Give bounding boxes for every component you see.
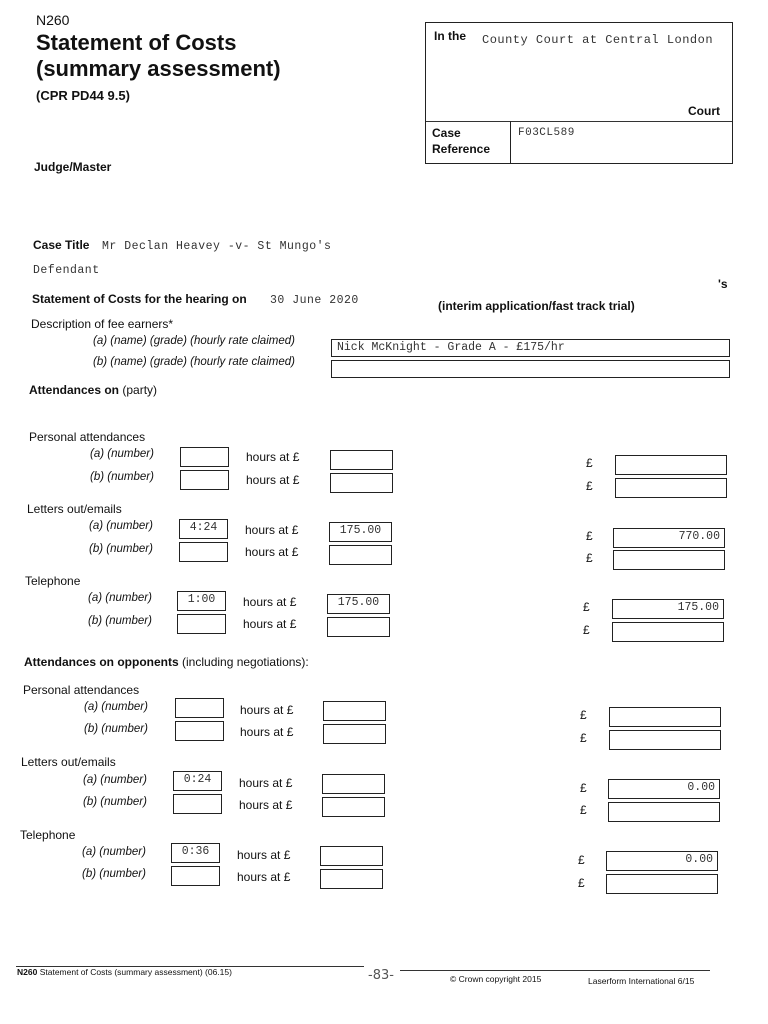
opp-telephone-a-total[interactable]: 0.00 <box>606 851 718 871</box>
opp-letters-b-pound: £ <box>580 803 587 817</box>
opp-telephone-b-label: (b) (number) <box>82 868 146 880</box>
fee-earner-a-label: (a) (name) (grade) (hourly rate claimed) <box>93 335 295 347</box>
footer-copyright: © Crown copyright 2015 <box>450 974 542 984</box>
opp-personal-a-hours-at: hours at £ <box>240 703 294 717</box>
opp-personal-a-hours[interactable] <box>175 698 224 718</box>
party-personal-a-total[interactable] <box>615 455 727 475</box>
opp-telephone-b-hours[interactable] <box>171 866 220 886</box>
opp-personal-a-total[interactable] <box>609 707 721 727</box>
party-letters-label: Letters out/emails <box>27 502 122 516</box>
footer-publisher: Laserform International 6/15 <box>588 976 695 986</box>
opp-telephone-a-hours[interactable]: 0:36 <box>171 843 220 863</box>
attendances-party-heading <box>29 383 157 397</box>
opp-letters-a-rate[interactable] <box>322 774 385 794</box>
opp-telephone-b-hours-at: hours at £ <box>237 870 291 884</box>
party-personal-label: Personal attendances <box>29 430 146 444</box>
form-title-line2: (summary assessment) <box>36 56 281 81</box>
opp-telephone-b-rate[interactable] <box>320 869 383 889</box>
case-ref-divider <box>510 121 511 163</box>
opp-telephone-a-rate[interactable] <box>320 846 383 866</box>
party-personal-b-total[interactable] <box>615 478 727 498</box>
party-personal-b-label: (b) (number) <box>90 471 154 483</box>
court-box <box>425 22 733 164</box>
party-telephone-b-rate[interactable] <box>327 617 390 637</box>
fee-earners-label: Description of fee earners* <box>31 317 174 331</box>
opp-telephone-b-pound: £ <box>578 876 585 890</box>
opp-personal-a-label: (a) (number) <box>84 701 148 713</box>
case-ref-label-1: Case <box>432 126 461 140</box>
hearing-date-field[interactable]: 30 June 2020 <box>270 294 359 307</box>
case-ref-label-2: Reference <box>432 142 491 156</box>
form-title-line1: Statement of Costs <box>36 30 237 55</box>
party-personal-b-hours[interactable] <box>180 470 229 490</box>
party-letters-a-rate[interactable]: 175.00 <box>329 522 392 542</box>
case-title-field-line2[interactable]: Defendant <box>33 264 100 277</box>
attendances-opponents-heading <box>24 655 309 669</box>
opp-personal-b-label: (b) (number) <box>84 723 148 735</box>
page-number: -83- <box>368 968 394 983</box>
party-letters-b-pound: £ <box>586 551 593 565</box>
opp-personal-b-rate[interactable] <box>323 724 386 744</box>
opp-letters-b-rate[interactable] <box>322 797 385 817</box>
opp-personal-a-rate[interactable] <box>323 701 386 721</box>
opp-personal-a-pound: £ <box>580 708 587 722</box>
opp-letters-a-label: (a) (number) <box>83 774 147 786</box>
party-telephone-a-rate[interactable]: 175.00 <box>327 594 390 614</box>
opp-letters-a-total[interactable]: 0.00 <box>608 779 720 799</box>
party-personal-a-hours[interactable] <box>180 447 229 467</box>
party-personal-a-pound: £ <box>586 456 593 470</box>
footer-rule-right <box>400 970 710 971</box>
opp-letters-a-pound: £ <box>580 781 587 795</box>
party-personal-b-rate[interactable] <box>330 473 393 493</box>
party-letters-a-label: (a) (number) <box>89 520 153 532</box>
hearing-label: Statement of Costs for the hearing on <box>32 292 247 306</box>
party-personal-b-hours-at: hours at £ <box>246 473 300 487</box>
party-telephone-b-hours-at: hours at £ <box>243 617 297 631</box>
opp-telephone-a-hours-at: hours at £ <box>237 848 291 862</box>
party-letters-b-total[interactable] <box>613 550 725 570</box>
case-title-field[interactable]: Mr Declan Heavey -v- St Mungo's <box>102 240 332 253</box>
party-personal-a-label: (a) (number) <box>90 448 154 460</box>
party-telephone-a-hours[interactable]: 1:00 <box>177 591 226 611</box>
party-letters-b-hours[interactable] <box>179 542 228 562</box>
opp-letters-a-hours[interactable]: 0:24 <box>173 771 222 791</box>
opp-personal-b-hours[interactable] <box>175 721 224 741</box>
opp-letters-label: Letters out/emails <box>21 755 116 769</box>
party-telephone-a-pound: £ <box>583 600 590 614</box>
party-letters-b-hours-at: hours at £ <box>245 545 299 559</box>
hearing-type: (interim application/fast track trial) <box>438 299 635 313</box>
party-telephone-label: Telephone <box>25 574 81 588</box>
case-ref-field[interactable]: F03CL589 <box>518 127 575 139</box>
opp-letters-b-label: (b) (number) <box>83 796 147 808</box>
attendances-opponents-bold: Attendances on opponents <box>24 655 179 669</box>
party-letters-b-label: (b) (number) <box>89 543 153 555</box>
footer-form-ref <box>17 967 232 977</box>
footer-form-code: N260 <box>17 967 38 977</box>
fee-earner-b-label: (b) (name) (grade) (hourly rate claimed) <box>93 356 295 368</box>
attendances-party-bold: Attendances on <box>29 383 120 397</box>
opp-telephone-b-total[interactable] <box>606 874 718 894</box>
case-title-suffix: 's <box>718 277 728 291</box>
opp-letters-b-total[interactable] <box>608 802 720 822</box>
opp-letters-a-hours-at: hours at £ <box>239 776 293 790</box>
opp-telephone-a-pound: £ <box>578 853 585 867</box>
party-telephone-a-hours-at: hours at £ <box>243 595 297 609</box>
party-telephone-b-total[interactable] <box>612 622 724 642</box>
opp-personal-label: Personal attendances <box>23 683 140 697</box>
footer-form-name: Statement of Costs (summary assessment) (06.15) <box>39 967 232 977</box>
fee-earner-a-field[interactable]: Nick McKnight - Grade A - £175/hr <box>331 339 730 357</box>
cpr-reference: (CPR PD44 9.5) <box>36 88 130 103</box>
party-telephone-a-label: (a) (number) <box>88 592 152 604</box>
attendances-party-normal: (party) <box>122 383 158 397</box>
court-label: Court <box>688 104 720 118</box>
attendances-opponents-normal: (including negotiations): <box>182 655 309 669</box>
court-divider <box>426 121 732 122</box>
party-telephone-a-total[interactable]: 175.00 <box>612 599 724 619</box>
in-the-label: In the <box>434 29 466 43</box>
party-personal-a-rate[interactable] <box>330 450 393 470</box>
party-letters-a-total[interactable]: 770.00 <box>613 528 725 548</box>
opp-letters-b-hours-at: hours at £ <box>239 798 293 812</box>
judge-master-label: Judge/Master <box>34 160 112 174</box>
party-letters-b-rate[interactable] <box>329 545 392 565</box>
party-letters-a-pound: £ <box>586 529 593 543</box>
party-telephone-b-pound: £ <box>583 623 590 637</box>
form-code: N260 <box>36 12 70 28</box>
party-personal-b-pound: £ <box>586 479 593 493</box>
opp-telephone-label: Telephone <box>20 828 76 842</box>
fee-earner-b-field[interactable] <box>331 360 730 378</box>
case-title-label: Case Title <box>33 238 90 252</box>
party-telephone-b-label: (b) (number) <box>88 615 152 627</box>
opp-telephone-a-label: (a) (number) <box>82 846 146 858</box>
party-letters-a-hours[interactable]: 4:24 <box>179 519 228 539</box>
opp-personal-b-hours-at: hours at £ <box>240 725 294 739</box>
opp-letters-b-hours[interactable] <box>173 794 222 814</box>
opp-personal-b-pound: £ <box>580 731 587 745</box>
party-telephone-b-hours[interactable] <box>177 614 226 634</box>
party-personal-a-hours-at: hours at £ <box>246 450 300 464</box>
court-name-field[interactable]: County Court at Central London <box>482 33 714 47</box>
opp-personal-b-total[interactable] <box>609 730 721 750</box>
party-letters-a-hours-at: hours at £ <box>245 523 299 537</box>
